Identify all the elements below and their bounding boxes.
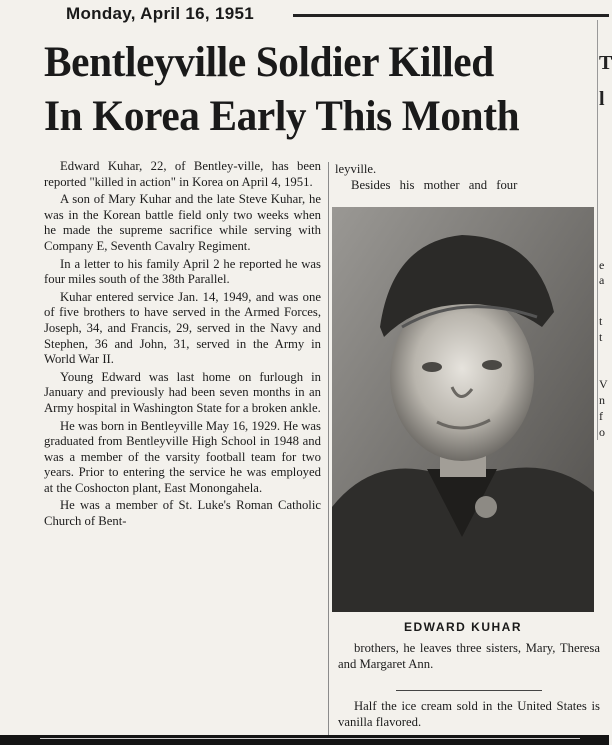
headline: [44, 36, 562, 144]
soldier-portrait-image: [332, 207, 594, 612]
bottom-border-line: [40, 738, 580, 739]
continuation-text: brothers, he leaves three sisters, Mary, Theresa and Margaret Ann.: [338, 641, 600, 671]
fragment: t: [599, 330, 603, 344]
paragraph: In a letter to his family April 2 he reported he was four miles south of the 38th Parallel.: [44, 256, 321, 287]
fragment: l: [599, 88, 605, 110]
filler-item: [338, 699, 600, 730]
dateline: Monday, April 16, 1951: [66, 4, 254, 23]
fragment: t: [599, 314, 603, 328]
continuation-text: Besides his mother and four: [351, 177, 518, 192]
paragraph: Kuhar entered service Jan. 14, 1949, and was one of five brothers to have served in the Armed Forces, Joseph, 34, and Francis, 29, served in the Navy and Stephen, 36 and John, 31, served in the Army in World War II.: [44, 289, 321, 367]
fragment: o: [599, 425, 605, 439]
headline-line-1: Bentleyville Soldier Killed: [44, 39, 494, 86]
fragment: f: [599, 409, 603, 423]
fragment: e: [599, 258, 605, 272]
filler-text: Half the ice cream sold in the United States is vanilla flavored.: [338, 699, 600, 729]
portrait-photo: [332, 207, 594, 612]
photo-caption: EDWARD KUHAR: [404, 620, 522, 634]
fragment: a: [599, 273, 605, 287]
right-edge-rule: [597, 20, 598, 440]
paragraph: He was a member of St. Luke's Roman Catholic Church of Bent-: [44, 498, 321, 529]
column-rule: [328, 162, 329, 740]
short-rule: [396, 690, 542, 691]
fragment: T: [599, 52, 612, 74]
headline-line-2: In Korea Early This Month: [44, 93, 520, 140]
adjacent-column-fragments: [599, 0, 611, 745]
paragraph: A son of Mary Kuhar and the late Steve Kuhar, he was in the Korean battle field only two weeks when he made the supreme sacrifice while serving with Company E, Seventh Cavalry Regiment.: [44, 192, 321, 253]
fragment: n: [599, 393, 605, 407]
article-column-2-top: [335, 162, 600, 193]
paragraph: He was born in Bentleyville May 16, 1929. He was graduated from Bentleyville High School in 1948 and was a member of the varsity football team for two years. Prior to entering the service he was employed at the Coshocton plant, East Monongahela.: [44, 418, 321, 495]
paragraph: Edward Kuhar, 22, of Bentley-ville, has been reported "killed in action" in Korea on April 4, 1951.: [44, 159, 321, 189]
article-column-1: [44, 159, 321, 530]
article-column-2-bottom: [338, 641, 600, 672]
paragraph: Young Edward was last home on furlough in January and previously had been seven months in an Army hospital in Washington State for a broken ankle.: [44, 369, 321, 415]
fragment: V: [599, 377, 608, 391]
continuation-text: leyville.: [335, 162, 377, 176]
bottom-border: [0, 735, 609, 745]
top-rule: [293, 14, 609, 17]
